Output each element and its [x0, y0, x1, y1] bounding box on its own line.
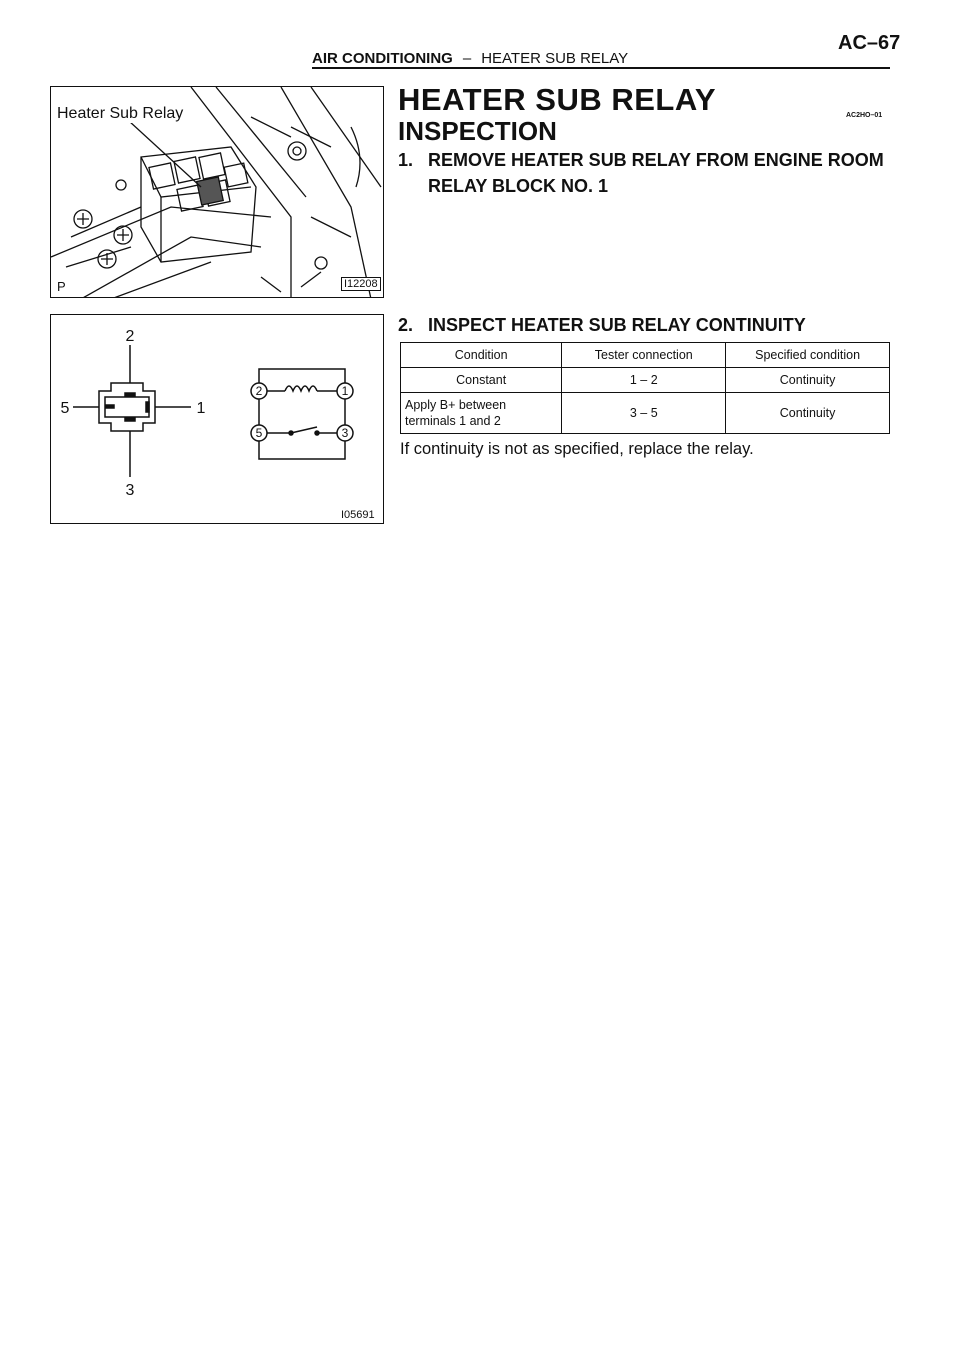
circuit-terminal-3: 3: [341, 426, 349, 440]
page-number: AC–67: [838, 32, 901, 54]
step-text: REMOVE HEATER SUB RELAY FROM ENGINE ROOM: [428, 150, 884, 170]
continuity-spec-table: [400, 342, 890, 434]
inspection-note: If continuity is not as specified, replace the relay.: [400, 440, 754, 458]
cell-tester: 1 – 2: [562, 368, 726, 393]
circuit-terminal-2: 2: [255, 384, 263, 398]
connector-terminal-3: 3: [125, 482, 135, 499]
cell-condition: Constant: [401, 368, 562, 393]
relay-terminal-figure: [50, 314, 384, 524]
header-separator: –: [462, 50, 472, 67]
section-subtitle: INSPECTION: [398, 116, 557, 146]
step-number: 1.: [398, 150, 414, 170]
relay-location-figure: [50, 86, 384, 298]
relay-circuit-diagram: [51, 315, 384, 524]
column-header-spec: Specified condition: [726, 343, 890, 368]
table-row: [401, 368, 890, 393]
connector-terminal-5: 5: [60, 400, 70, 417]
cell-spec: Continuity: [726, 368, 890, 393]
step-text: INSPECT HEATER SUB RELAY CONTINUITY: [428, 315, 806, 335]
column-header-condition: Condition: [401, 343, 562, 368]
cell-spec: Continuity: [726, 393, 890, 434]
table-row: [401, 393, 890, 434]
step-1: [398, 150, 898, 171]
document-code: AC2HO–01: [846, 112, 883, 119]
header-rule: [312, 67, 890, 69]
step-1-continued: RELAY BLOCK NO. 1: [428, 176, 609, 196]
table-header-row: [401, 343, 890, 368]
cell-condition-line2: terminals 1 and 2: [405, 414, 501, 428]
header-section: AIR CONDITIONING: [312, 50, 453, 67]
cell-tester: 3 – 5: [562, 393, 726, 434]
circuit-terminal-5: 5: [255, 426, 263, 440]
connector-terminal-1: 1: [196, 400, 206, 417]
column-header-tester: Tester connection: [562, 343, 726, 368]
step-2: [398, 315, 806, 336]
figure-corner-mark: P: [57, 279, 66, 294]
circuit-terminal-1: 1: [341, 384, 349, 398]
cell-condition: [401, 393, 562, 434]
running-header: [312, 50, 628, 67]
figure-id: I05691: [341, 509, 375, 521]
page-title: HEATER SUB RELAY: [398, 82, 717, 117]
figure-id: I12208: [341, 277, 381, 291]
connector-terminal-2: 2: [125, 328, 135, 345]
figure-label: Heater Sub Relay: [57, 105, 184, 122]
cell-condition-line1: Apply B+ between: [405, 398, 507, 412]
header-topic: HEATER SUB RELAY: [481, 50, 629, 67]
step-number: 2.: [398, 315, 414, 335]
